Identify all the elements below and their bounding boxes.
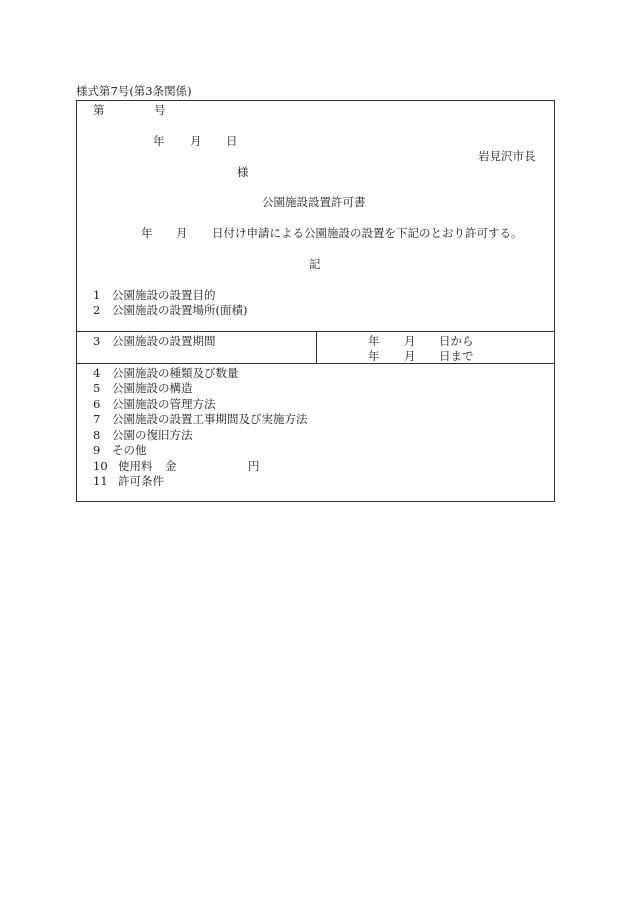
item-5-label: 公園施設の構造 xyxy=(112,381,193,395)
date-month: 月 xyxy=(190,134,202,148)
date-day: 日 xyxy=(226,134,238,148)
date-year: 年 xyxy=(153,134,165,148)
item-8-label: 公園の復旧方法 xyxy=(112,428,193,442)
item-2-label: 公園施設の設置場所(面積) xyxy=(112,303,248,317)
fee-kin: 金 xyxy=(165,459,177,473)
item-6-number: 6 xyxy=(93,397,101,411)
item-4-label: 公園施設の種類及び数量 xyxy=(112,366,239,380)
item-1-label: 公園施設の設置目的 xyxy=(112,288,216,302)
divider-vertical xyxy=(316,331,317,363)
item-8-number: 8 xyxy=(93,428,101,442)
statement-month: 月 xyxy=(176,226,188,240)
item-7-number: 7 xyxy=(93,412,101,426)
item-7-label: 公園施設の設置工事期間及び実施方法 xyxy=(112,412,308,426)
period-to-month: 月 xyxy=(404,349,416,363)
item-2-number: 2 xyxy=(93,303,101,317)
period-from-month: 月 xyxy=(404,334,416,348)
statement-text: 日付け申請による公園施設の設置を下記のとおり許可する。 xyxy=(212,226,523,240)
item-6-label: 公園施設の管理方法 xyxy=(112,397,216,411)
form-label: 様式第7号(第3条関係) xyxy=(76,84,192,98)
fee-yen: 円 xyxy=(248,459,260,473)
item-10-label: 使用料 xyxy=(118,459,153,473)
issuer: 岩見沢市長 xyxy=(478,149,536,163)
number-go: 号 xyxy=(154,103,166,117)
number-dai: 第 xyxy=(93,103,105,117)
item-11-label: 許可条件 xyxy=(118,474,164,488)
item-4-number: 4 xyxy=(93,366,101,380)
item-3-number: 3 xyxy=(93,334,101,348)
period-from-year: 年 xyxy=(368,334,380,348)
period-from-day: 日から xyxy=(439,334,474,348)
item-11-number: 11 xyxy=(93,474,108,488)
ki-marker: 記 xyxy=(309,257,321,271)
period-to-year: 年 xyxy=(368,349,380,363)
recipient-honorific: 様 xyxy=(237,165,249,179)
period-to-day: 日まで xyxy=(439,349,474,363)
item-10-number: 10 xyxy=(93,459,108,473)
statement-year: 年 xyxy=(141,226,153,240)
item-3-label: 公園施設の設置期間 xyxy=(112,334,216,348)
document-title: 公園施設設置許可書 xyxy=(262,195,366,209)
item-9-number: 9 xyxy=(93,443,101,457)
item-9-label: その他 xyxy=(112,443,147,457)
item-1-number: 1 xyxy=(93,288,101,302)
item-5-number: 5 xyxy=(93,381,101,395)
divider-bottom xyxy=(76,363,555,364)
